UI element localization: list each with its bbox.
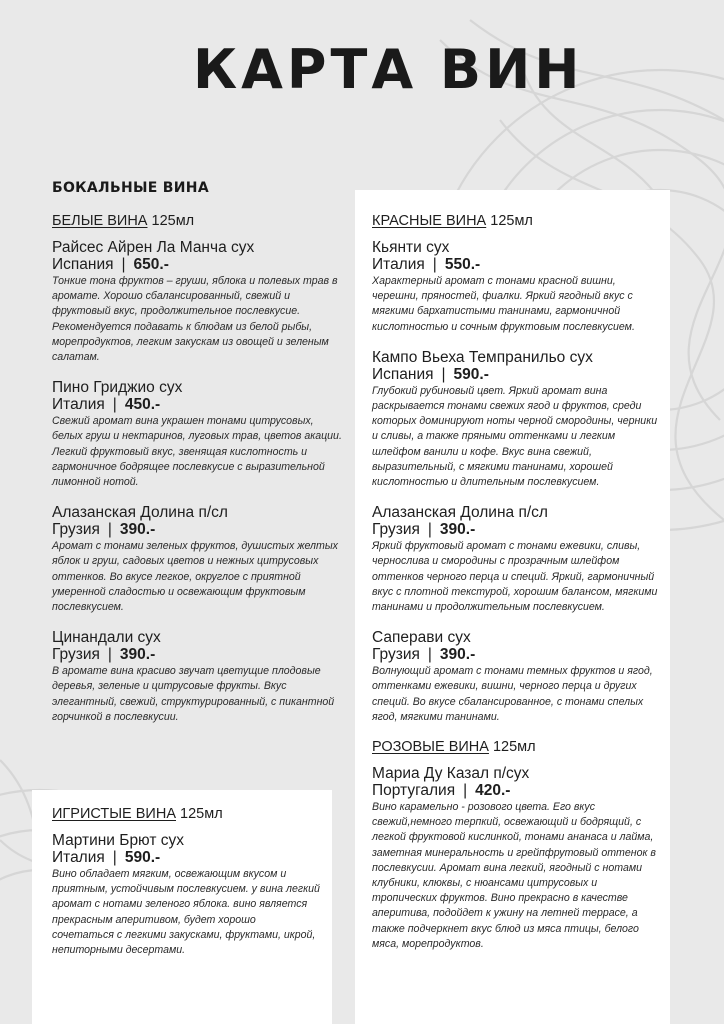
wine-name: Райсес Айрен Ла Манча сух — [52, 239, 255, 256]
wine-country: Италия — [52, 396, 105, 414]
category-label: БЕЛЫЕ ВИНА — [52, 213, 148, 229]
separator: | — [441, 365, 446, 383]
wine-name: Пино Гриджио сух — [52, 379, 183, 397]
sparkling-wines-heading — [52, 806, 320, 822]
wine-price: 590.- — [124, 849, 161, 866]
category-label: РОЗОВЫЕ ВИНА — [372, 739, 489, 756]
separator: | — [112, 849, 117, 866]
wine-country: Грузия — [52, 646, 100, 664]
wine-price: 590.- — [453, 365, 489, 383]
wine-country: Испания — [372, 365, 434, 383]
wine-item — [372, 239, 664, 335]
wine-origin — [52, 256, 344, 273]
separator: | — [432, 256, 437, 273]
wine-origin — [52, 521, 344, 538]
separator: | — [121, 256, 126, 273]
wine-item — [372, 765, 664, 952]
wine-country: Испания — [52, 256, 114, 273]
volume-label: 125мл — [490, 213, 533, 229]
wine-name: Мариа Ду Казал п/сух — [372, 765, 530, 783]
wine-name: Кампо Вьеха Темпранильо сух — [372, 348, 593, 366]
red-wines-section — [372, 213, 664, 966]
wine-country: Грузия — [372, 521, 420, 539]
wine-price: 450.- — [124, 396, 161, 414]
wine-price: 550.- — [444, 256, 481, 273]
wine-country: Португалия — [372, 782, 456, 800]
wine-item — [52, 379, 344, 490]
wine-description: Яркий фруктовый аромат с тонами ежевики, сливы, чернослива и смородины с прозрачным шлейфом оттенков черного перца и специй. Яркий, гармоничный вкус с плотной текстурой, хорошим балансом, мягкими танинами и продолжительным послевкусием. — [372, 540, 658, 614]
wine-name: Алазанская Долина п/сл — [52, 504, 228, 522]
volume-label: 125мл — [492, 739, 536, 756]
wine-item — [372, 629, 664, 725]
wine-description: Характерный аромат с тонами красной вишни, черешни, пряностей, фиалки. Яркий ягодный вкус с мягкими бархатистыми танинами, гармоничной кислотностью и сочным фруктовым послевкусием. — [372, 275, 635, 333]
wine-origin — [372, 366, 664, 383]
wine-description: Свежий аромат вина украшен тонами цитрусовых, белых груш и нектаринов, луговых трав, цветов акации. Легкий фруктовый вкус, звенящая кислотность и гармоничное бодрящее послевкусие с выразительной лимонной нотой. — [52, 415, 342, 489]
category-label: ИГРИСТЫЕ ВИНА — [52, 806, 176, 822]
wine-item — [52, 832, 320, 958]
wine-description: Вино карамельно - розового цвета. Его вкус свежий,немного терпкий, освежающий и бодрящий, с легкой фруктовой кислинкой, тонами ананаса и лайма, заметная минеральность и грейпфрутовый оттенок в послевкусии. Аромат вина легкий, ягодный с нотами клубники, клюквы, с нюансами цитрусовых и тропических фруктов. Вино прекрасно в качестве аперитива, подойдет к ужину на летней террасе, а также подчеркнет вкус блюд из мяса птицы, белого мяса, морепродуктов. — [372, 801, 656, 950]
separator: | — [427, 646, 432, 664]
separator: | — [427, 521, 432, 539]
category-label: КРАСНЫЕ ВИНА — [372, 213, 487, 229]
wine-name: Мартини Брют сух — [52, 832, 184, 849]
wine-origin — [52, 396, 344, 413]
wine-item — [52, 239, 344, 365]
separator: | — [112, 396, 117, 414]
wine-name: Цинандали сух — [52, 629, 161, 647]
wine-description: Аромат с тонами зеленых фруктов, душистых желтых яблок и груш, садовых цветов и нежных цитрусовых оттенков. Во вкусе легкое, округлое с приятной умеренной сладостью и освежающим фруктовым послевкусием. — [52, 540, 338, 614]
wine-price: 390.- — [439, 646, 476, 664]
section-subtitle: БОКАЛЬНЫЕ ВИНА — [52, 180, 209, 196]
wine-price: 390.- — [439, 521, 476, 539]
red-wines-heading — [372, 213, 664, 229]
wine-price: 390.- — [119, 646, 156, 664]
volume-label: 125мл — [180, 806, 223, 822]
wine-description: Волнующий аромат с тонами темных фруктов и ягод, оттенками ежевики, вишни, черного перца и других специй. Во вкусе сбалансированное, с тонами спелых ягод, мягкими танинами. — [372, 665, 653, 723]
wine-name: Алазанская Долина п/сл — [372, 504, 548, 522]
separator: | — [463, 782, 468, 800]
page-title: КАРТА ВИН — [193, 38, 584, 101]
wine-origin — [52, 849, 320, 866]
white-wines-heading — [52, 213, 344, 229]
wine-country: Италия — [52, 849, 105, 866]
separator: | — [107, 521, 112, 539]
wine-item — [52, 504, 344, 615]
wine-name: Кьянти сух — [372, 239, 450, 256]
white-wines-section — [52, 213, 344, 739]
wine-description: Тонкие тона фруктов – груши, яблока и полевых трав в аромате. Хорошо сбалансированный, свежий и фруктовый вкус, продолжительное послевкусие. Рекомендуется подавать к блюдам из белой рыбы, морепродуктов, легким закускам из овощей и зеленым салатам. — [52, 275, 338, 364]
wine-country: Италия — [372, 256, 425, 273]
sparkling-wines-section — [52, 806, 320, 972]
wine-country: Грузия — [52, 521, 100, 539]
wine-description: Вино обладает мягким, освежающим вкусом и приятным, устойчивым послевкусием. у вина легкий аромат с нотами зеленого яблока. вино является прекрасным аперитивом, будет хорошо сочетаться с легкими закусками, фруктами, икрой, непиторными десертами. — [52, 868, 320, 957]
rose-wines-heading — [372, 739, 664, 755]
wine-origin — [372, 256, 664, 273]
wine-description: Глубокий рубиновый цвет. Яркий аромат вина раскрывается тонами свежих ягод и фруктов, среди которых доминируют ноты черной смородины, черники и сливы, а также пряными оттенками и легким шлейфом ванили и кофе. Вкус вина свежий, выразительный, с мягкими танинами, хорошей кислотностью и длительным послевкусием. — [372, 384, 658, 489]
wine-price: 390.- — [119, 521, 156, 539]
wine-price: 650.- — [133, 256, 169, 273]
wine-origin — [52, 646, 344, 663]
wine-price: 420.- — [475, 782, 511, 800]
volume-label: 125мл — [151, 213, 195, 229]
wine-item — [372, 349, 664, 490]
wine-item — [52, 629, 344, 725]
wine-name: Саперави сух — [372, 629, 471, 647]
wine-origin — [372, 646, 664, 663]
wine-description: В аромате вина красиво звучат цветущие плодовые деревья, зеленые и цитрусовые фрукты. Вкус элегантный, свежий, структурированный, с пикантной горчинкой в послевкусии. — [52, 665, 335, 723]
separator: | — [107, 646, 112, 664]
wine-country: Грузия — [372, 646, 420, 664]
wine-origin — [372, 782, 664, 799]
wine-item — [372, 504, 664, 615]
wine-origin — [372, 521, 664, 538]
